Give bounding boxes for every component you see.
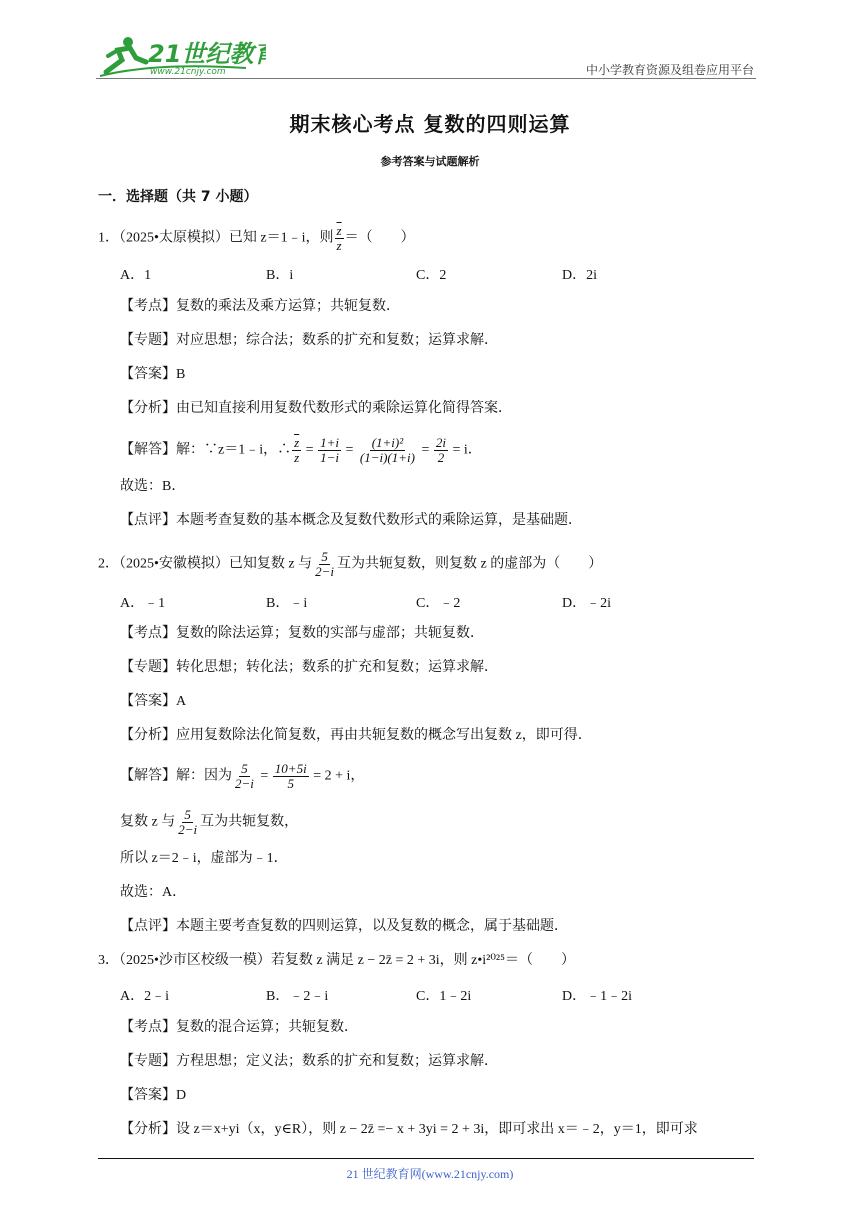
- q2-comment: 【点评】本题主要考查复数的四则运算，以及复数的概念，属于基础题．: [120, 919, 568, 934]
- platform-name: 中小学教育资源及组卷应用平台: [585, 63, 754, 77]
- q1-option-a: A．1: [120, 268, 152, 283]
- q2-choice: 故选：A．: [120, 885, 187, 900]
- q1-analysis: 【分析】由已知直接利用复数代数形式的乘除运算化简得答案．: [120, 401, 512, 416]
- runner-logo-icon: [96, 32, 266, 80]
- q3-analysis: 【分析】设 z＝x+yi（x，y∈R），则 z − 2z̄ =− x + 3yi = 2 + 3i，即可求出 x＝﹣2，y＝1，即可求: [120, 1122, 698, 1137]
- q1-kaodian: 【考点】复数的乘法及乘方运算；共轭复数．: [120, 299, 400, 314]
- q2-solution-line2: 复数 z 与 $\frac{5}{2-i}$ 互为共轭复数，: [120, 807, 299, 837]
- q2-solution-line3: 所以 z＝2﹣i，虚部为﹣1．: [120, 851, 288, 866]
- q3-option-a: A．2﹣i: [120, 989, 169, 1004]
- q2-option-c: C．﹣2: [416, 596, 461, 611]
- page-subtitle: 参考答案与试题解析: [380, 155, 480, 168]
- q3-kaodian: 【考点】复数的混合运算；共轭复数．: [120, 1020, 358, 1035]
- q1-answer: 【答案】B: [120, 367, 186, 382]
- q1-comment: 【点评】本题考查复数的基本概念及复数代数形式的乘除运算，是基础题．: [120, 513, 582, 528]
- q1-choice: 故选：B．: [120, 479, 186, 494]
- header-divider: [96, 78, 756, 79]
- q1-zhuanti: 【专题】对应思想；综合法；数系的扩充和复数；运算求解．: [120, 333, 498, 348]
- q1-stem: 1．（2025•太原模拟）已知 z＝1﹣i，则 $\frac{\overline{z}}{z}$ ＝（ ）: [98, 223, 415, 253]
- q1-solution: 【解答】解：∵z＝1﹣i，∴ $\frac{\overline{z}}{z}$ = $\frac{1+i}{1-i}$ = $\frac{\text{(1+i)²}}{(1-i)(1+i)}$ = $\frac{2i}{2}$ = i．: [120, 435, 482, 465]
- q2-option-d: D．﹣2i: [562, 596, 611, 611]
- page-title: 期末核心考点 复数的四则运算: [289, 112, 571, 136]
- q2-analysis: 【分析】应用复数除法化简复数，再由共轭复数的概念写出复数 z，即可得．: [120, 728, 592, 743]
- q1-option-c: C．2: [416, 268, 447, 283]
- svg-text:www.21cnjy.com: www.21cnjy.com: [150, 67, 226, 77]
- section-heading: 一．选择题（共 7 小题）: [98, 189, 258, 205]
- q3-zhuanti: 【专题】方程思想；定义法；数系的扩充和复数；运算求解．: [120, 1054, 498, 1069]
- q3-option-c: C．1﹣2i: [416, 989, 472, 1004]
- q3-answer: 【答案】D: [120, 1088, 187, 1103]
- site-logo: [96, 32, 266, 80]
- q1-option-d: D．2i: [562, 268, 597, 283]
- q2-kaodian: 【考点】复数的除法运算；复数的实部与虚部；共轭复数．: [120, 626, 484, 641]
- q3-option-d: D．﹣1﹣2i: [562, 989, 632, 1004]
- q2-solution: 【解答】解：因为 $\frac{5}{2-i}$ = $\frac{10+5i}{5}$ = 2 + i，: [120, 761, 365, 791]
- q1-option-b: B．i: [266, 268, 294, 283]
- q3-stem: 3．（2025•沙市区校级一模）若复数 z 满足 z − 2z̄ = 2 + 3i，则 z•i²⁰²⁵＝（ ）: [98, 953, 576, 968]
- svg-text:21世纪教育: 21世纪教育: [148, 40, 266, 68]
- footer-divider: [98, 1158, 754, 1159]
- q2-option-b: B．﹣i: [266, 596, 308, 611]
- q2-answer: 【答案】A: [120, 694, 187, 709]
- q2-stem: 2．（2025•安徽模拟）已知复数 z 与 $\frac{5}{2-i}$ 互为共轭复数，则复数 z 的虚部为（ ）: [98, 549, 603, 579]
- q2-option-a: A．﹣1: [120, 596, 166, 611]
- footer-link[interactable]: 21 世纪教育网(www.21cnjy.com): [346, 1167, 514, 1181]
- q3-option-b: B．﹣2﹣i: [266, 989, 329, 1004]
- q2-zhuanti: 【专题】转化思想；转化法；数系的扩充和复数；运算求解．: [120, 660, 498, 675]
